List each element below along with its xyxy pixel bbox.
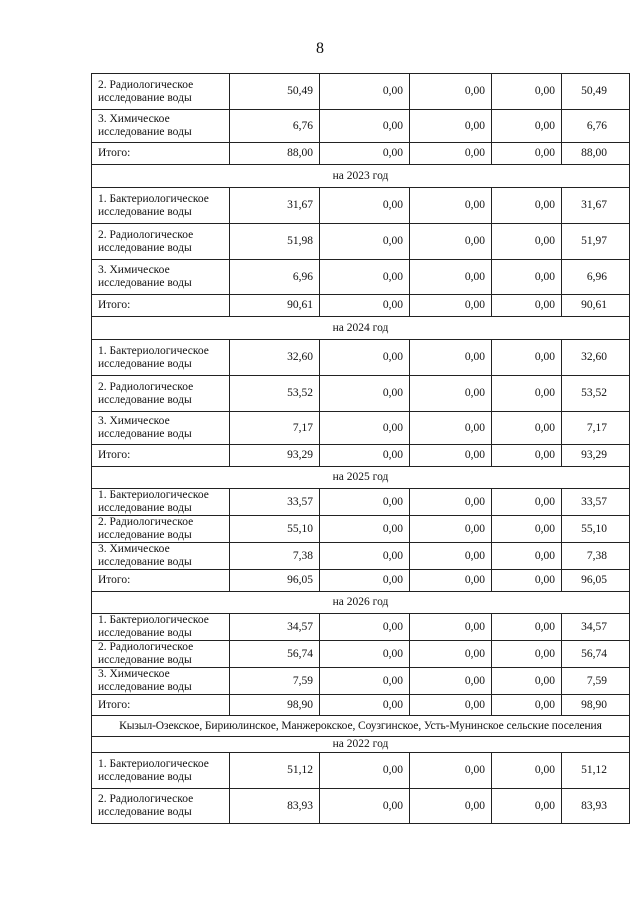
table-row xyxy=(92,376,630,412)
row-label: 3. Химическое исследование воды xyxy=(92,260,230,295)
cell-value: 0,00 xyxy=(492,445,562,467)
cell-value: 0,00 xyxy=(320,376,410,412)
cell-value: 0,00 xyxy=(320,188,410,224)
cell-value: 90,61 xyxy=(562,295,630,317)
row-label: 1. Бактериологическое исследование воды xyxy=(92,614,230,641)
cell-value: 6,76 xyxy=(230,110,320,143)
cell-value: 0,00 xyxy=(320,110,410,143)
cell-value: 0,00 xyxy=(410,695,492,716)
cell-value: 0,00 xyxy=(410,188,492,224)
cell-value: 0,00 xyxy=(410,489,492,516)
year-header-row xyxy=(92,592,630,614)
cell-value: 88,00 xyxy=(562,143,630,165)
cell-value: 34,57 xyxy=(230,614,320,641)
cell-value: 0,00 xyxy=(320,412,410,445)
row-label: 1. Бактериологическое исследование воды xyxy=(92,340,230,376)
cell-value: 0,00 xyxy=(492,695,562,716)
cell-value: 83,93 xyxy=(230,789,320,824)
settlement-title: Кызыл-Озекское, Бириюлинское, Манжерокское, Соузгинское, Усть-Мунинское сельские поселения xyxy=(92,716,630,737)
year-header-row xyxy=(92,467,630,489)
cell-value: 53,52 xyxy=(230,376,320,412)
row-label: 3. Химическое исследование воды xyxy=(92,412,230,445)
table-row-total xyxy=(92,143,630,165)
year-header: на 2022 год xyxy=(92,737,630,753)
table-row xyxy=(92,753,630,789)
year-header: на 2025 год xyxy=(92,467,630,489)
cell-value: 0,00 xyxy=(410,412,492,445)
year-header-row xyxy=(92,737,630,753)
cell-value: 98,90 xyxy=(230,695,320,716)
table-row xyxy=(92,110,630,143)
cell-value: 0,00 xyxy=(492,340,562,376)
cell-value: 32,60 xyxy=(230,340,320,376)
cell-value: 0,00 xyxy=(410,376,492,412)
row-label: Итого: xyxy=(92,445,230,467)
cell-value: 0,00 xyxy=(410,753,492,789)
row-label: 2. Радиологическое исследование воды xyxy=(92,789,230,824)
cell-value: 55,10 xyxy=(562,516,630,543)
row-label: 2. Радиологическое исследование воды xyxy=(92,516,230,543)
cell-value: 0,00 xyxy=(320,489,410,516)
cell-value: 31,67 xyxy=(230,188,320,224)
cell-value: 0,00 xyxy=(320,516,410,543)
cell-value: 0,00 xyxy=(410,110,492,143)
cell-value: 0,00 xyxy=(492,295,562,317)
cell-value: 0,00 xyxy=(410,789,492,824)
cell-value: 6,76 xyxy=(562,110,630,143)
table-row xyxy=(92,340,630,376)
cell-value: 96,05 xyxy=(562,570,630,592)
cell-value: 0,00 xyxy=(492,789,562,824)
cell-value: 0,00 xyxy=(320,668,410,695)
cell-value: 0,00 xyxy=(410,641,492,668)
cell-value: 50,49 xyxy=(230,74,320,110)
cell-value: 51,12 xyxy=(562,753,630,789)
year-header: на 2023 год xyxy=(92,165,630,188)
row-label: Итого: xyxy=(92,695,230,716)
row-label: 2. Радиологическое исследование воды xyxy=(92,224,230,260)
cell-value: 0,00 xyxy=(320,789,410,824)
cell-value: 0,00 xyxy=(492,641,562,668)
cell-value: 0,00 xyxy=(410,614,492,641)
table-row xyxy=(92,641,630,668)
cell-value: 0,00 xyxy=(320,614,410,641)
table-row xyxy=(92,412,630,445)
cell-value: 0,00 xyxy=(410,340,492,376)
settlement-row xyxy=(92,716,630,737)
cell-value: 83,93 xyxy=(562,789,630,824)
cell-value: 0,00 xyxy=(320,753,410,789)
cell-value: 0,00 xyxy=(492,188,562,224)
row-label: Итого: xyxy=(92,570,230,592)
cell-value: 0,00 xyxy=(410,543,492,570)
cell-value: 96,05 xyxy=(230,570,320,592)
cell-value: 0,00 xyxy=(320,641,410,668)
cell-value: 56,74 xyxy=(230,641,320,668)
cell-value: 7,38 xyxy=(230,543,320,570)
cell-value: 34,57 xyxy=(562,614,630,641)
cell-value: 50,49 xyxy=(562,74,630,110)
cell-value: 32,60 xyxy=(562,340,630,376)
cell-value: 51,12 xyxy=(230,753,320,789)
table-row xyxy=(92,614,630,641)
cell-value: 0,00 xyxy=(492,489,562,516)
cell-value: 0,00 xyxy=(492,516,562,543)
row-label: 1. Бактериологическое исследование воды xyxy=(92,188,230,224)
table-row-total xyxy=(92,445,630,467)
cell-value: 6,96 xyxy=(230,260,320,295)
cell-value: 0,00 xyxy=(410,516,492,543)
page-number: 8 xyxy=(316,40,324,57)
cell-value: 0,00 xyxy=(492,614,562,641)
cell-value: 7,38 xyxy=(562,543,630,570)
cell-value: 0,00 xyxy=(492,412,562,445)
cell-value: 0,00 xyxy=(410,74,492,110)
cell-value: 93,29 xyxy=(230,445,320,467)
row-label: 1. Бактериологическое исследование воды xyxy=(92,753,230,789)
cell-value: 7,17 xyxy=(562,412,630,445)
cell-value: 53,52 xyxy=(562,376,630,412)
cell-value: 0,00 xyxy=(320,224,410,260)
cell-value: 0,00 xyxy=(492,376,562,412)
cell-value: 90,61 xyxy=(230,295,320,317)
cell-value: 0,00 xyxy=(320,74,410,110)
table-row xyxy=(92,543,630,570)
cell-value: 31,67 xyxy=(562,188,630,224)
cell-value: 0,00 xyxy=(320,340,410,376)
table-row-total xyxy=(92,570,630,592)
table-row xyxy=(92,516,630,543)
cell-value: 0,00 xyxy=(320,695,410,716)
cell-value: 55,10 xyxy=(230,516,320,543)
cell-value: 0,00 xyxy=(410,295,492,317)
cell-value: 0,00 xyxy=(410,445,492,467)
cell-value: 0,00 xyxy=(410,570,492,592)
year-header-row xyxy=(92,317,630,340)
cell-value: 7,59 xyxy=(230,668,320,695)
row-label: Итого: xyxy=(92,143,230,165)
row-label: Итого: xyxy=(92,295,230,317)
cell-value: 51,98 xyxy=(230,224,320,260)
cell-value: 33,57 xyxy=(230,489,320,516)
cell-value: 0,00 xyxy=(492,570,562,592)
row-label: 2. Радиологическое исследование воды xyxy=(92,74,230,110)
cell-value: 0,00 xyxy=(410,143,492,165)
cell-value: 0,00 xyxy=(320,295,410,317)
cell-value: 0,00 xyxy=(410,260,492,295)
cell-value: 0,00 xyxy=(492,668,562,695)
cell-value: 0,00 xyxy=(492,753,562,789)
row-label: 3. Химическое исследование воды xyxy=(92,110,230,143)
cell-value: 0,00 xyxy=(492,224,562,260)
cell-value: 7,17 xyxy=(230,412,320,445)
cell-value: 51,97 xyxy=(562,224,630,260)
cell-value: 0,00 xyxy=(492,110,562,143)
cell-value: 0,00 xyxy=(320,570,410,592)
row-label: 1. Бактериологическое исследование воды xyxy=(92,489,230,516)
row-label: 3. Химическое исследование воды xyxy=(92,543,230,570)
cell-value: 98,90 xyxy=(562,695,630,716)
year-header: на 2026 год xyxy=(92,592,630,614)
table-row xyxy=(92,489,630,516)
table-row-total xyxy=(92,695,630,716)
cell-value: 0,00 xyxy=(492,74,562,110)
cell-value: 0,00 xyxy=(320,445,410,467)
cell-value: 0,00 xyxy=(320,143,410,165)
cell-value: 33,57 xyxy=(562,489,630,516)
table-row-total xyxy=(92,295,630,317)
budget-table xyxy=(91,73,630,824)
cell-value: 7,59 xyxy=(562,668,630,695)
cell-value: 0,00 xyxy=(410,668,492,695)
cell-value: 0,00 xyxy=(492,260,562,295)
year-header-row xyxy=(92,165,630,188)
year-header: на 2024 год xyxy=(92,317,630,340)
cell-value: 0,00 xyxy=(492,543,562,570)
cell-value: 56,74 xyxy=(562,641,630,668)
table-row xyxy=(92,224,630,260)
cell-value: 0,00 xyxy=(320,260,410,295)
row-label: 2. Радиологическое исследование воды xyxy=(92,376,230,412)
cell-value: 88,00 xyxy=(230,143,320,165)
cell-value: 0,00 xyxy=(320,543,410,570)
table-row xyxy=(92,789,630,824)
table-row xyxy=(92,188,630,224)
cell-value: 0,00 xyxy=(492,143,562,165)
cell-value: 6,96 xyxy=(562,260,630,295)
cell-value: 93,29 xyxy=(562,445,630,467)
row-label: 2. Радиологическое исследование воды xyxy=(92,641,230,668)
table-row xyxy=(92,260,630,295)
row-label: 3. Химическое исследование воды xyxy=(92,668,230,695)
table-row xyxy=(92,74,630,110)
table-row xyxy=(92,668,630,695)
cell-value: 0,00 xyxy=(410,224,492,260)
